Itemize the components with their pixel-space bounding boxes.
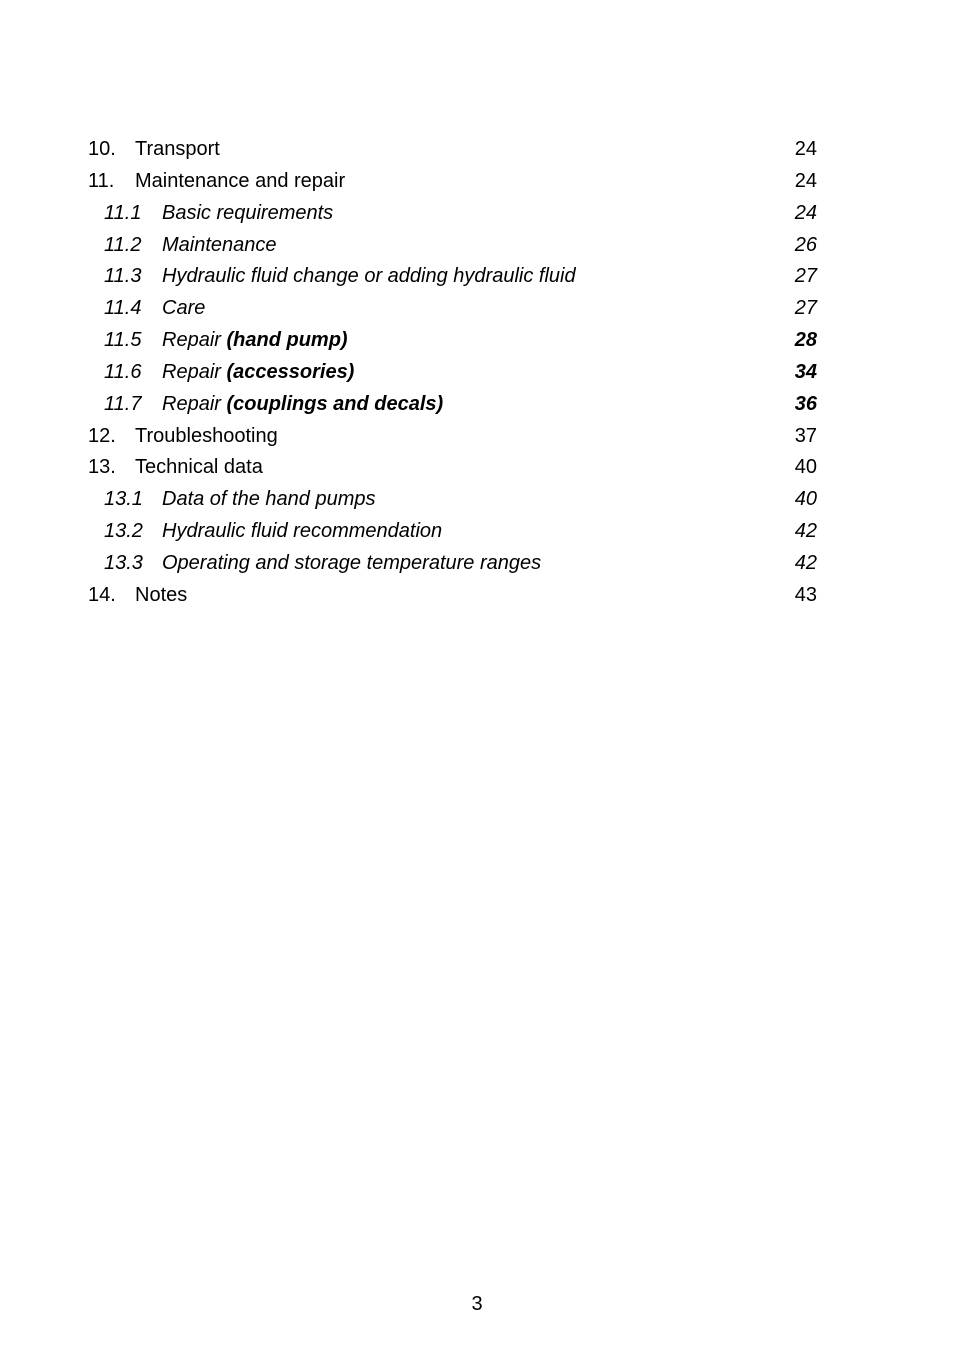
- toc-entry-title: [162, 325, 348, 357]
- toc-entry-title-text: Repair: [162, 392, 227, 415]
- toc-entry-14[interactable]: [0, 580, 954, 612]
- toc-entry-number: 13.1: [104, 488, 143, 511]
- toc-entry-title: Transport: [135, 138, 220, 160]
- toc-entry-number: 11.3: [104, 265, 142, 288]
- toc-entry-number: 10.: [88, 138, 116, 160]
- toc-entry-title: Operating and storage temperature ranges: [162, 551, 542, 574]
- toc-entry-11-5[interactable]: [0, 325, 954, 357]
- toc-entry-page: 24: [794, 138, 817, 160]
- toc-entry-13-1[interactable]: [0, 484, 954, 516]
- toc-entry-title-bold: (couplings and decals): [226, 392, 444, 415]
- toc-entry-11-2[interactable]: [0, 230, 954, 262]
- toc-entry-page: 27: [794, 265, 817, 288]
- toc-entry-13-2[interactable]: [0, 516, 954, 548]
- toc-entry-title: Care: [162, 297, 206, 320]
- toc-entry-page: 42: [794, 551, 817, 574]
- toc-entry-title-bold: (accessories): [226, 360, 355, 383]
- toc-entry-page: 40: [794, 488, 817, 511]
- toc-entry-number: 11.: [88, 169, 115, 192]
- toc-entry-number: 13.: [88, 456, 116, 479]
- toc-entry-page: 43: [794, 583, 817, 606]
- toc-entry-number: 11.6: [104, 360, 142, 383]
- toc-entry-page: 42: [794, 520, 817, 543]
- toc-entry-number: 13.2: [104, 520, 143, 543]
- toc-entry-title: Maintenance and repair: [135, 169, 346, 192]
- toc-entry-title: Troubleshooting: [135, 424, 278, 447]
- toc-entry-number: 11.1: [104, 201, 142, 224]
- toc-entry-number: 13.3: [104, 551, 143, 574]
- toc-entry-number: 11.7: [104, 392, 142, 415]
- toc-entry-number: 12.: [88, 424, 116, 447]
- toc-entry-title: Hydraulic fluid change or adding hydraulic fluid: [162, 265, 576, 288]
- toc-entry-13-3[interactable]: [0, 548, 954, 580]
- table-of-contents: [0, 134, 954, 612]
- toc-entry-title: Basic requirements: [162, 201, 334, 224]
- toc-entry-11-6[interactable]: [0, 357, 954, 389]
- toc-entry-page: 24: [794, 201, 817, 224]
- toc-entry-10[interactable]: [0, 134, 954, 166]
- toc-entry-title: Hydraulic fluid recommendation: [162, 520, 443, 543]
- toc-entry-title: Data of the hand pumps: [162, 488, 376, 511]
- toc-entry-title: [162, 357, 354, 389]
- toc-entry-title: [162, 389, 443, 421]
- toc-entry-page: 34: [794, 360, 817, 383]
- toc-entry-title-bold: (hand pump): [226, 329, 348, 352]
- toc-entry-11-1[interactable]: [0, 198, 954, 230]
- toc-entry-page: 40: [794, 456, 817, 479]
- toc-entry-title: Technical data: [135, 456, 263, 479]
- toc-entry-page: 28: [794, 329, 817, 352]
- toc-entry-page: 24: [794, 169, 817, 192]
- toc-entry-number: 11.4: [104, 297, 142, 320]
- toc-entry-page: 37: [794, 424, 817, 447]
- toc-entry-number: 11.5: [104, 329, 142, 352]
- toc-entry-number: 11.2: [104, 233, 142, 256]
- toc-entry-11[interactable]: [0, 166, 954, 198]
- toc-entry-page: 26: [794, 233, 817, 256]
- toc-entry-title: Notes: [135, 583, 188, 606]
- page-number: 3: [471, 1293, 483, 1315]
- toc-entry-title-text: Repair: [162, 360, 227, 383]
- toc-entry-title: Maintenance: [162, 233, 277, 256]
- toc-entry-11-7[interactable]: [0, 389, 954, 421]
- toc-entry-title-text: Repair: [162, 329, 227, 352]
- toc-entry-12[interactable]: [0, 421, 954, 453]
- toc-entry-13[interactable]: [0, 452, 954, 484]
- toc-entry-number: 14.: [88, 583, 116, 606]
- toc-entry-11-4[interactable]: [0, 293, 954, 325]
- toc-entry-page: 36: [794, 392, 817, 415]
- toc-entry-page: 27: [794, 297, 817, 320]
- toc-entry-11-3[interactable]: [0, 261, 954, 293]
